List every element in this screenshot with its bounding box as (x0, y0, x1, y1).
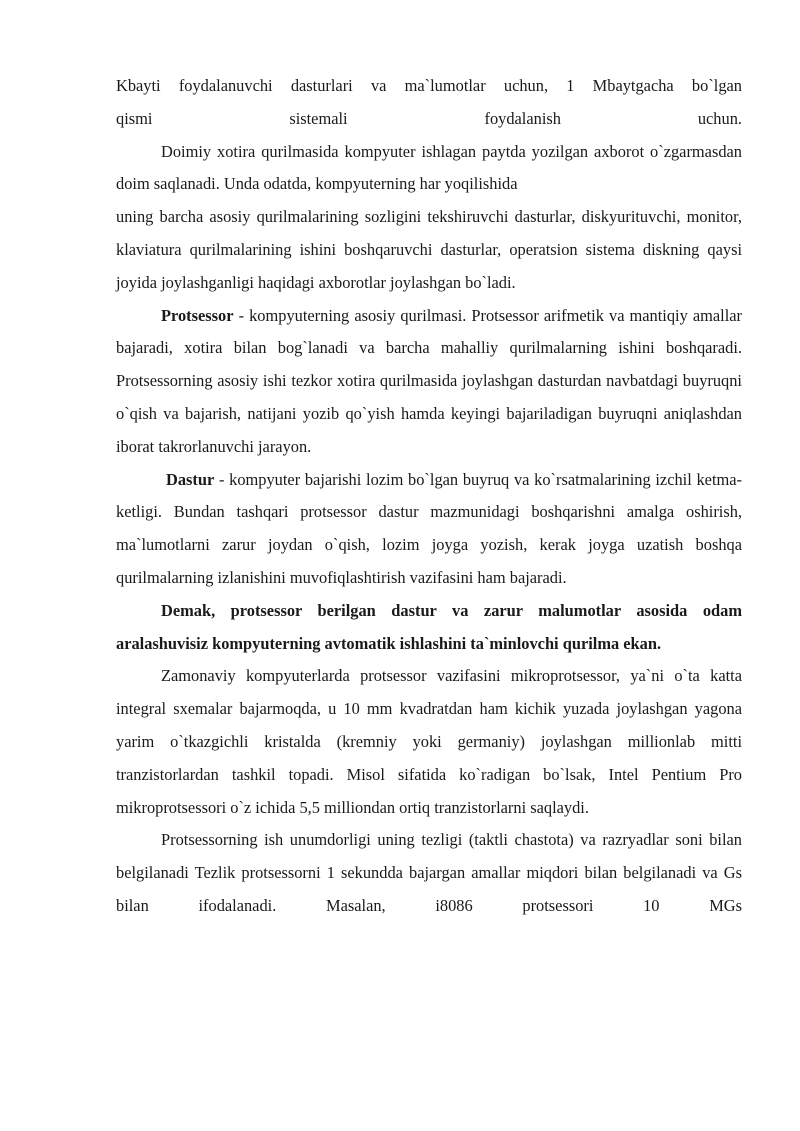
text-line: qismi sistemali foydalanish uchun. (116, 108, 742, 128)
term-program: Dastur (166, 469, 215, 489)
paragraph-text: - kompyuter bajarishi lozim bo`lgan buyruq va ko`rsatmalarining izchil ketma-ketligi. Bundan tashqari protsessor dastur mazmunidagi boshqarishni amalga oshirish, ma`lumotlarni zarur joydan o`qish, lozim joyga yozish, kerak joyga uzatish boshqa qurilmalarning izlanishini muvofiqlashtirish vazifasini ham bajaradi. (116, 469, 742, 587)
paragraph-microprocessor (116, 660, 742, 824)
paragraph-program (116, 464, 742, 595)
paragraph-text: - kompyuterning asosiy qurilmasi. Protsessor arifmetik va mantiqiy amallar bajaradi, xotira bilan bog`lanadi va barcha mahalliy qurilmalarning ishini boshqaradi. Protsessorning asosiy ishi tezkor xotira qurilmasida joylashgan dasturdan navbatdagi buyruqni o`qish va bajarish, natijani yozib qo`yish hamda keyingi bajariladigan buyruqni aniqlashdan iborat takrorlanuvchi jarayon. (116, 305, 742, 456)
paragraph-processor (116, 300, 742, 464)
text-line: Doimiy xotira qurilmasida kompyuter ishlagan paytda yozilgan axborot o`zgarmasdan doim saqlanadi. Unda odatda, kompyuterning har yoqilishida (116, 141, 742, 194)
paragraph-rom-intro (116, 136, 742, 202)
paragraph-rom-contents (116, 201, 742, 299)
paragraph-memory-sizes (116, 70, 742, 136)
text-line: Kbayti foydalanuvchi dasturlari va ma`lumotlar uchun, 1 Mbaytgacha bo`lgan (116, 76, 742, 95)
paragraph-text: Protsessorning ish unumdorligi uning tezligi (taktli chastota) va razryadlar soni bilan belgilanadi Tezlik protsessorni 1 sekundda bajargan amallar miqdori bilan belgilanadi va Gs bilan ifodalanadi. Masalan, i8086 protsessori 10 MGs (116, 830, 742, 915)
term-processor: Protsessor (161, 305, 234, 325)
paragraph-performance (116, 824, 742, 922)
paragraph-text: Zamonaviy kompyuterlarda protsessor vazifasini mikroprotsessor, ya`ni o`ta katta integral sxemalar bajarmoqda, u 10 mm kvadratdan ham kichik yuzada joylashgan yagona yarim o`tkazgichli kristalda (kremniy yoki germaniy) joylashgan millionlab mitti tranzistorlardan tashkil topadi. Misol sifatida ko`radigan bo`lsak, Intel Pentium Pro mikroprotsessori o`z ichida 5,5 milliondan ortiq tranzistorlarni saqlaydi. (116, 666, 742, 817)
text-line: uning barcha asosiy qurilmalarining sozligini tekshiruvchi dasturlar, diskyurituvchi, monitor, klaviatura qurilmalarining ishini boshqaruvchi dasturlar, operatsion sistema diskning qaysi joyida joylashganligi haqidagi axborotlar joylashgan bo`ladi. (116, 207, 742, 292)
conclusion-text: Demak, protsessor berilgan dastur va zarur malumotlar asosida odam aralashuvisiz kompyuterning avtomatik ishlashini ta`minlovchi qurilma ekan. (116, 600, 742, 653)
paragraph-conclusion (116, 595, 742, 661)
